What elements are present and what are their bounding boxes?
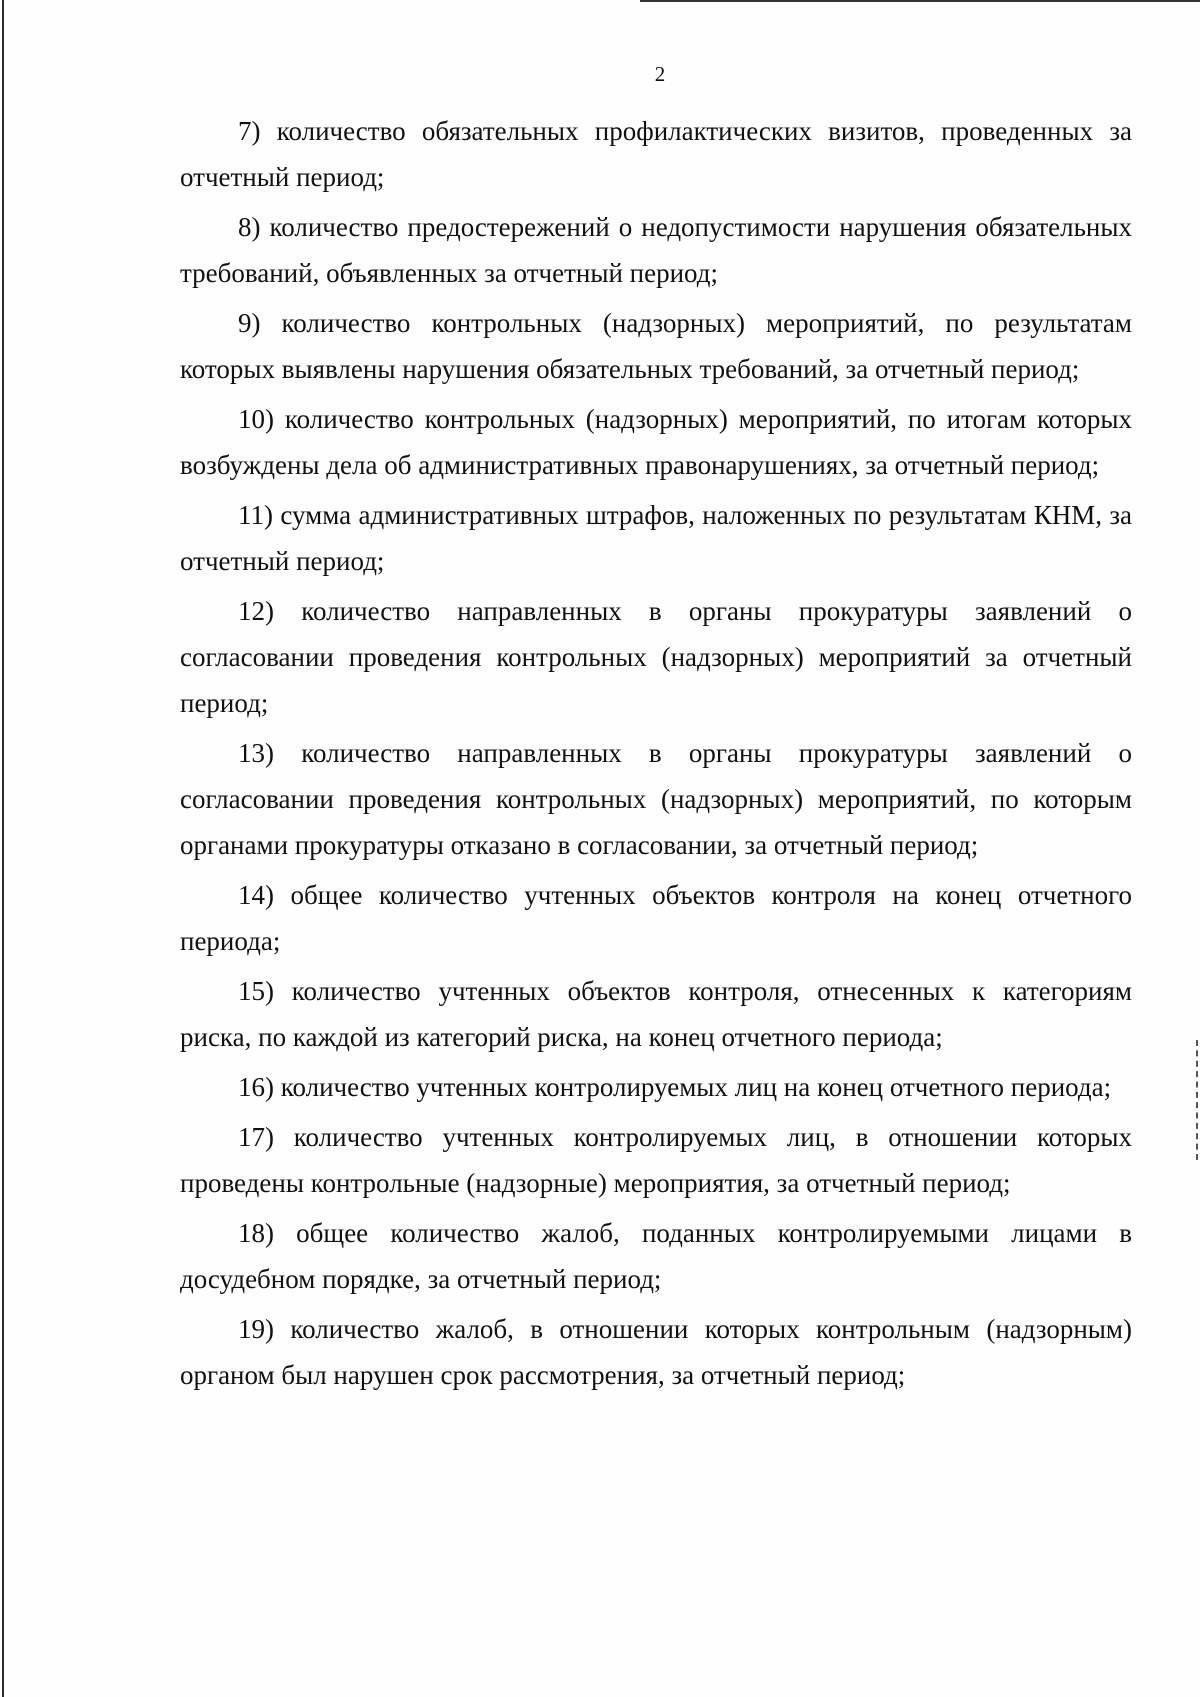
list-item-9: 9) количество контрольных (надзорных) мероприятий, по результатам которых выявлены нарушения обязательных требований, за отчетный период; xyxy=(180,308,1132,384)
list-item-19: 19) количество жалоб, в отношении которых контрольным (надзорным) органом был нарушен срок рассмотрения, за отчетный период; xyxy=(180,1314,1132,1390)
page-number: 2 xyxy=(654,62,666,86)
list-item-10: 10) количество контрольных (надзорных) мероприятий, по итогам которых возбуждены дела об административных правонарушениях, за отчетный период; xyxy=(180,404,1132,480)
list-item-17: 17) количество учтенных контролируемых лиц, в отношении которых проведены контрольные (надзорные) мероприятия, за отчетный период; xyxy=(180,1122,1132,1198)
list-item-13: 13) количество направленных в органы прокуратуры заявлений о согласовании проведения контрольных (надзорных) мероприятий, по которым органами прокуратуры отказано в согласовании, за отчетный период; xyxy=(180,738,1132,860)
list-item-8: 8) количество предостережений о недопустимости нарушения обязательных требований, объявленных за отчетный период; xyxy=(180,212,1132,288)
scan-edge-right xyxy=(1195,1040,1198,1160)
list-item-12: 12) количество направленных в органы прокуратуры заявлений о согласовании проведения контрольных (надзорных) мероприятий за отчетный период; xyxy=(180,596,1132,718)
list-item-16: 16) количество учтенных контролируемых лиц на конец отчетного периода; xyxy=(238,1072,1112,1102)
scan-edge-top xyxy=(640,0,1200,2)
scan-edge-left xyxy=(2,0,4,1697)
list-item-14: 14) общее количество учтенных объектов контроля на конец отчетного периода; xyxy=(180,880,1132,956)
list-item-18: 18) общее количество жалоб, поданных контролируемыми лицами в досудебном порядке, за отчетный период; xyxy=(180,1218,1132,1294)
list-item-11: 11) сумма административных штрафов, наложенных по результатам КНМ, за отчетный период; xyxy=(180,500,1132,576)
list-item-7: 7) количество обязательных профилактических визитов, проведенных за отчетный период; xyxy=(180,116,1132,192)
list-item-15: 15) количество учтенных объектов контроля, отнесенных к категориям риска, по каждой из категорий риска, на конец отчетного периода; xyxy=(180,976,1132,1052)
document-body xyxy=(180,108,1132,1402)
